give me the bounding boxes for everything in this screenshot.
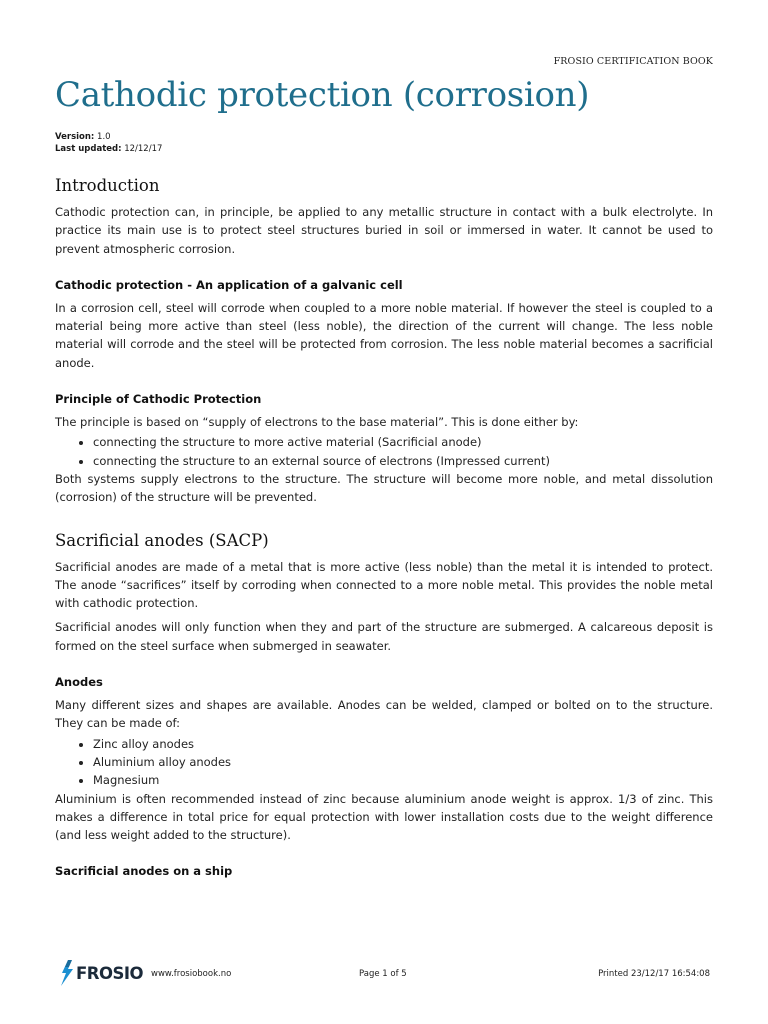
- anodes-list: [55, 735, 713, 790]
- subheading-principle: Principle of Cathodic Protection: [55, 392, 262, 407]
- logo-wordmark: FROSIO: [76, 963, 144, 983]
- subheading-ship-anodes: Sacrificial anodes on a ship: [55, 864, 233, 879]
- section-heading-introduction: Introduction: [55, 176, 160, 195]
- document-meta: [55, 131, 162, 155]
- version-value: 1.0: [97, 132, 111, 142]
- updated-value: 12/12/17: [124, 144, 163, 154]
- list-item: • connecting the structure to an external source of electrons (Impressed current): [93, 452, 713, 470]
- anodes-paragraph-2: Aluminium is often recommended instead of zinc because aluminium anode weight is approx. 1/3 of zinc. This makes a difference in total price for equal protection with lower installation costs due to the weight difference (and less weight added to the structure).: [55, 791, 713, 843]
- footer-page-number: Page 1 of 5: [359, 969, 407, 979]
- updated-label: Last updated:: [55, 144, 122, 154]
- subheading-anodes: Anodes: [55, 675, 103, 690]
- principle-paragraph-2: Both systems supply electrons to the structure. The structure will become more noble, and metal dissolution (corrosion) of the structure will be prevented.: [55, 471, 713, 505]
- intro-paragraph: Cathodic protection can, in principle, be applied to any metallic structure in contact with a bulk electrolyte. In practice its main use is to protect steel structures buried in soil or immersed in water. It cannot be used to prevent atmospheric corrosion.: [55, 205, 713, 256]
- principle-paragraph-1: The principle is based on “supply of electrons to the base material”. This is done either by:: [55, 415, 579, 430]
- list-item: • Aluminium alloy anodes: [93, 753, 713, 771]
- list-item: • connecting the structure to more active material (Sacrificial anode): [93, 433, 713, 451]
- footer-printed-date: Printed 23/12/17 16:54:08: [598, 969, 710, 979]
- version-label: Version:: [55, 132, 95, 142]
- document-content: [55, 176, 713, 885]
- footer-url[interactable]: www.frosiobook.no: [151, 969, 232, 979]
- principle-list: [55, 433, 713, 470]
- page-title: Cathodic protection (corrosion): [55, 75, 590, 115]
- frosio-logo: [59, 960, 143, 986]
- page-footer: [55, 960, 713, 990]
- galvanic-paragraph: In a corrosion cell, steel will corrode when coupled to a more noble material. If however the steel is coupled to a material being more active than steel (less noble), the direction of the current will change. The less noble material will corrode and the steel will be protected from corrosion. The less noble material becomes a sacrificial anode.: [55, 300, 713, 370]
- list-item: • Magnesium: [93, 771, 713, 789]
- list-item: • Zinc alloy anodes: [93, 735, 713, 753]
- subheading-galvanic-cell: Cathodic protection - An application of a galvanic cell: [55, 277, 403, 292]
- sacp-paragraph-2: Sacrificial anodes will only function when they and part of the structure are submerged. A calcareous deposit is formed on the steel surface when submerged in seawater.: [55, 620, 713, 653]
- anodes-paragraph-1: Many different sizes and shapes are available. Anodes can be welded, clamped or bolted on to the structure. They can be made of:: [55, 698, 713, 731]
- section-heading-sacp: Sacrificial anodes (SACP): [55, 530, 269, 550]
- frosio-logo-icon: [59, 960, 75, 986]
- sacp-paragraph-1: Sacrificial anodes are made of a metal that is more active (less noble) than the metal it is intended to protect. The anode “sacrifices” itself by corroding when connected to a more noble metal. This provides the noble metal with cathodic protection.: [55, 559, 713, 611]
- header-book-title: FROSIO CERTIFICATION BOOK: [553, 56, 713, 67]
